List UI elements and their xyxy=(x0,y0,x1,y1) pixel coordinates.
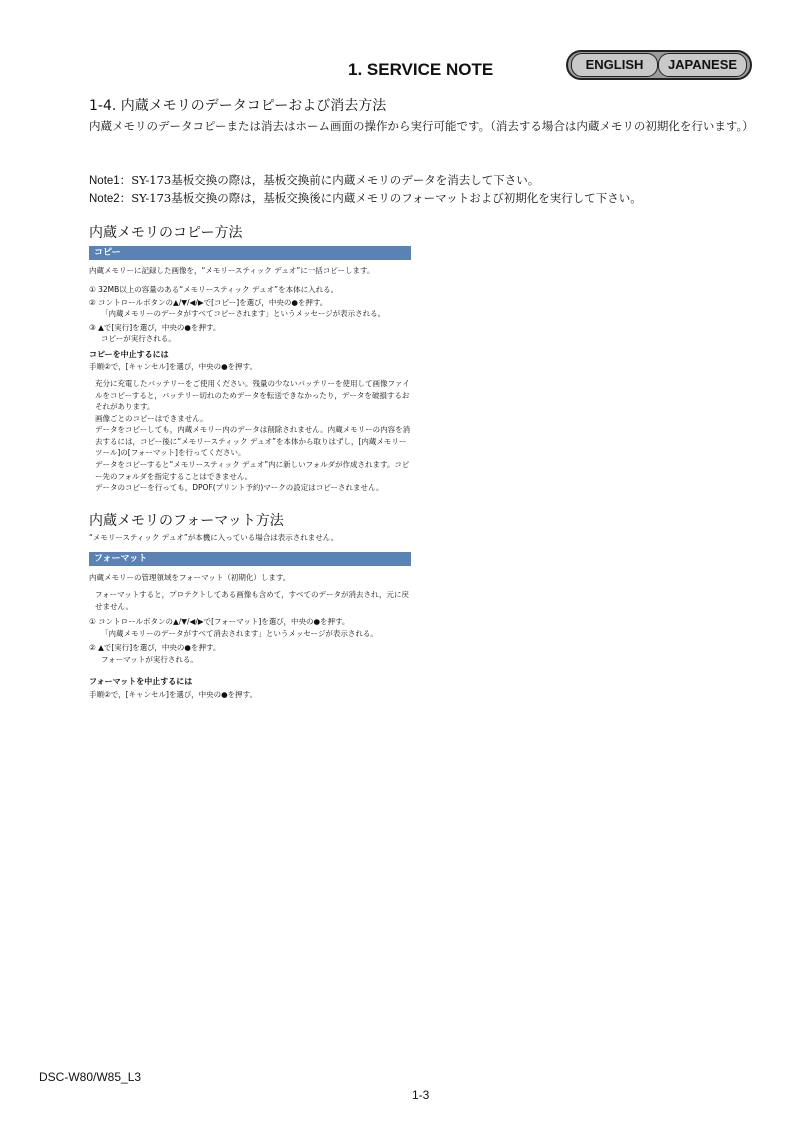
copy-step-1: ① 32MB以上の容量のある“メモリースティック デュオ”を本体に入れる。 xyxy=(89,285,339,294)
section-intro: 内蔵メモリのデータコピーまたは消去はホーム画面の操作から実行可能です。（消去する場合は内蔵メモリの初期化を行います。） xyxy=(89,119,754,133)
format-step-2: ② ▲で[実行]を選び，中央の●を押す。 xyxy=(89,643,221,652)
copy-bar: コピー xyxy=(89,246,411,260)
format-note: “メモリースティック デュオ”が本機に入っている場合は表示されません。 xyxy=(89,533,339,542)
page-title: 1. SERVICE NOTE xyxy=(348,60,494,79)
page-number: 1-3 xyxy=(412,1088,430,1102)
note-2 xyxy=(89,190,642,206)
copy-caution-4: データをコピーすると“メモリースティック デュオ”内に新しいフォルダが作成されます。コピー先のフォルダを指定することはできません。 xyxy=(95,460,410,481)
copy-cancel-heading: コピーを中止するには xyxy=(89,350,169,359)
note-1 xyxy=(89,172,539,188)
copy-cancel-text: 手順②で，[キャンセル]を選び，中央の●を押す。 xyxy=(89,362,258,371)
format-heading: 内蔵メモリのフォーマット方法 xyxy=(89,513,284,529)
format-cancel-heading: フォーマットを中止するには xyxy=(89,677,193,686)
format-bar: フォーマット xyxy=(89,552,411,566)
copy-lead: 内蔵メモリーに記録した画像を，“メモリースティック デュオ”に一括コピーします。 xyxy=(89,266,375,275)
format-caution: フォーマットすると，プロテクトしてある画像も含めて，すべてのデータが消去され，元に戻せません。 xyxy=(95,590,409,611)
copy-caution-5: データのコピーを行っても，DPOF(プリント予約)マークの設定はコピーされません。 xyxy=(95,483,384,492)
copy-caution-2: 画像ごとのコピーはできません。 xyxy=(95,414,208,423)
copy-step-2-result: 「内蔵メモリーのデータがすべてコピーされます」というメッセージが表示される。 xyxy=(101,309,386,318)
copy-heading: 内蔵メモリのコピー方法 xyxy=(89,225,243,241)
language-switch xyxy=(566,50,752,80)
copy-caution-1: 充分に充電したバッテリーをご使用ください。残量の少ないバッテリーを使用して画像ファイルをコピーすると，バッテリー切れのためデータを転送できなかったり，データを破損するおそれがあります。 xyxy=(95,379,410,411)
format-cancel-text: 手順②で，[キャンセル]を選び，中央の●を押す。 xyxy=(89,690,258,699)
copy-step-3-result: コピーが実行される。 xyxy=(101,334,176,343)
footer-model: DSC-W80/W85_L3 xyxy=(39,1070,142,1084)
japanese-tab[interactable]: JAPANESE xyxy=(658,53,747,77)
format-lead: 内蔵メモリーの管理領域をフォーマット（初期化）します。 xyxy=(89,573,291,582)
english-tab[interactable]: ENGLISH xyxy=(571,53,658,77)
format-step-1-result: 「内蔵メモリーのデータがすべて消去されます」というメッセージが表示される。 xyxy=(101,629,378,638)
note-1-text: SY-173基板交換の際は，基板交換前に内蔵メモリのデータを消去して下さい。 xyxy=(131,173,540,187)
note-1-label: Note1： xyxy=(89,175,132,187)
format-step-1: ① コントロールボタンの▲/▼/◀/▶で[フォーマット]を選び，中央の●を押す。 xyxy=(89,617,350,626)
note-2-label: Note2： xyxy=(89,193,132,205)
note-2-text: SY-173基板交換の際は，基板交換後に内蔵メモリのフォーマットおよび初期化を実行して下さい。 xyxy=(131,191,642,205)
format-step-2-result: フォーマットが実行される。 xyxy=(101,655,198,664)
copy-step-2: ② コントロールボタンの▲/▼/◀/▶で[コピー]を選び，中央の●を押す。 xyxy=(89,298,328,307)
copy-step-3: ③ ▲で[実行]を選び，中央の●を押す。 xyxy=(89,323,221,332)
section-heading: 1-4. 内蔵メモリのデータコピーおよび消去方法 xyxy=(89,98,387,114)
copy-caution-3: データをコピーしても，内蔵メモリー内のデータは削除されません。内蔵メモリーの内容を消去するには，コピー後に“メモリースティック デュオ”を本体から取りはずし，[内蔵メモリーツール]の[フォーマット]を行ってください。 xyxy=(95,425,411,457)
